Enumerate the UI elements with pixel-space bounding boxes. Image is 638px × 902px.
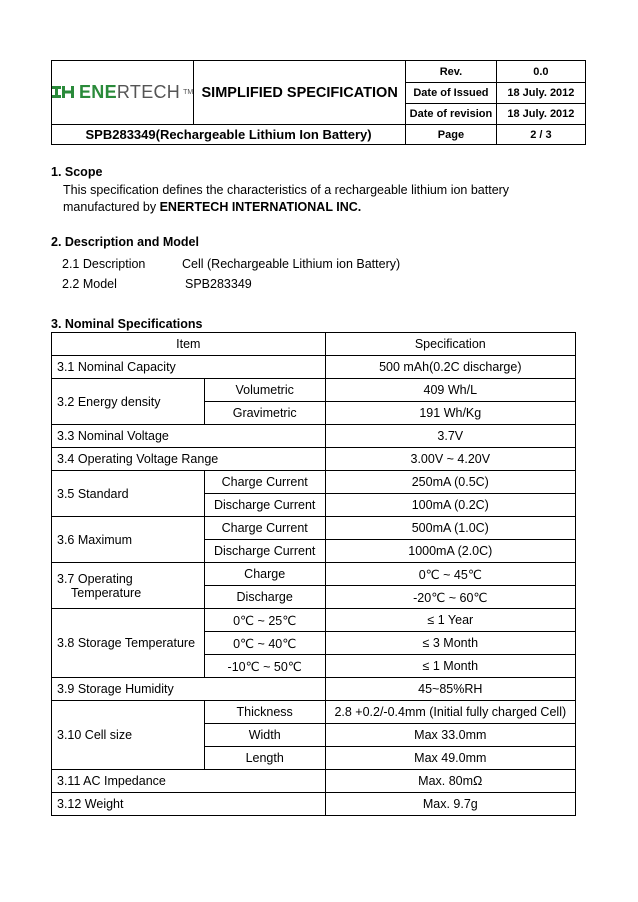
- table-row: [52, 609, 576, 632]
- nominal-spec-table: [51, 332, 576, 816]
- scope-heading: 1. Scope: [51, 165, 103, 179]
- page-number: 2 / 3: [496, 125, 585, 145]
- column-header-specification: Specification: [325, 333, 575, 356]
- spec-value: 500mA (1.0C): [325, 517, 575, 540]
- spec-value: Max 33.0mm: [325, 724, 575, 747]
- item-name: 3.3 Nominal Voltage: [52, 425, 326, 448]
- spec-value: 409 Wh/L: [325, 379, 575, 402]
- sub-item: Thickness: [204, 701, 325, 724]
- spec-value: ≤ 1 Month: [325, 655, 575, 678]
- sub-item: Gravimetric: [204, 402, 325, 425]
- spec-value: 1000mA (2.0C): [325, 540, 575, 563]
- document-title: SIMPLIFIED SPECIFICATION: [194, 61, 406, 125]
- sub-item: Length: [204, 747, 325, 770]
- spec-value: Max 49.0mm: [325, 747, 575, 770]
- revision-value: 18 July. 2012: [496, 104, 585, 125]
- item-name: 3.11 AC Impedance: [52, 770, 326, 793]
- enertech-logo-icon: [52, 84, 76, 100]
- item-name: 3.10 Cell size: [52, 701, 205, 770]
- rev-value: 0.0: [496, 61, 585, 83]
- sub-item: Discharge Current: [204, 494, 325, 517]
- table-row: [52, 379, 576, 402]
- table-row: [52, 517, 576, 540]
- scope-line-2: [63, 199, 509, 216]
- sub-item: Charge Current: [204, 471, 325, 494]
- column-header-item: Item: [52, 333, 326, 356]
- sub-item: Volumetric: [204, 379, 325, 402]
- item-name: 3.9 Storage Humidity: [52, 678, 326, 701]
- spec-value: 191 Wh/Kg: [325, 402, 575, 425]
- table-row: [52, 770, 576, 793]
- sub-item: Discharge: [204, 586, 325, 609]
- description-value: Cell (Rechargeable Lithium ion Battery): [182, 257, 401, 271]
- logo-wordmark: ENERTECH: [79, 81, 181, 102]
- spec-header: [51, 60, 586, 145]
- table-row: [52, 563, 576, 586]
- spec-value: 250mA (0.5C): [325, 471, 575, 494]
- issued-label: Date of Issued: [406, 83, 497, 104]
- logo-trademark: TM: [183, 88, 194, 96]
- product-name: SPB283349(Rechargeable Lithium Ion Battery): [52, 125, 406, 145]
- item-name-line-1: 3.7 Operating: [57, 571, 133, 586]
- enertech-logo: [52, 82, 193, 103]
- item-name: 3.5 Standard: [52, 471, 205, 517]
- spec-value: 3.7V: [325, 425, 575, 448]
- table-row: [52, 448, 576, 471]
- logo-cell: [52, 61, 194, 125]
- spec-value: Max. 9.7g: [325, 793, 575, 816]
- revision-label: Date of revision: [406, 104, 497, 125]
- item-name: 3.2 Energy density: [52, 379, 205, 425]
- page-label: Page: [406, 125, 497, 145]
- table-row: [52, 678, 576, 701]
- item-name: 3.12 Weight: [52, 793, 326, 816]
- spec-value: 500 mAh(0.2C discharge): [325, 356, 575, 379]
- model-label: 2.2 Model: [62, 277, 117, 291]
- sub-item: Charge: [204, 563, 325, 586]
- description-label: 2.1 Description: [62, 257, 146, 271]
- spec-value: 100mA (0.2C): [325, 494, 575, 517]
- sub-item: Charge Current: [204, 517, 325, 540]
- spec-value: 3.00V ~ 4.20V: [325, 448, 575, 471]
- item-name: 3.8 Storage Temperature: [52, 609, 205, 678]
- spec-value: ≤ 3 Month: [325, 632, 575, 655]
- sub-item: Width: [204, 724, 325, 747]
- spec-value: -20℃ ~ 60℃: [325, 586, 575, 609]
- sub-item: 0℃ ~ 40℃: [204, 632, 325, 655]
- scope-line-1: This specification defines the characteristics of a rechargeable lithium ion battery: [63, 183, 510, 197]
- issued-value: 18 July. 2012: [496, 83, 585, 104]
- item-name-line-2: Temperature: [71, 585, 142, 600]
- company-name: ENERTECH INTERNATIONAL INC.: [159, 200, 362, 214]
- table-row: [52, 701, 576, 724]
- table-header-row: [52, 333, 576, 356]
- item-name: 3.6 Maximum: [52, 517, 205, 563]
- rev-label: Rev.: [406, 61, 497, 83]
- sub-item: Discharge Current: [204, 540, 325, 563]
- description-heading: 2. Description and Model: [51, 235, 199, 249]
- table-row: [52, 471, 576, 494]
- spec-value: 45~85%RH: [325, 678, 575, 701]
- table-row: [52, 356, 576, 379]
- spec-value: 0℃ ~ 45℃: [325, 563, 575, 586]
- nominal-heading: 3. Nominal Specifications: [51, 317, 203, 331]
- item-name: 3.1 Nominal Capacity: [52, 356, 326, 379]
- spec-value: ≤ 1 Year: [325, 609, 575, 632]
- model-value: SPB283349: [185, 277, 252, 291]
- table-row: [52, 425, 576, 448]
- sub-item: 0℃ ~ 25℃: [204, 609, 325, 632]
- item-name: 3.4 Operating Voltage Range: [52, 448, 326, 471]
- table-row: [52, 793, 576, 816]
- spec-value: Max. 80mΩ: [325, 770, 575, 793]
- scope-line-2-prefix: manufactured by: [63, 200, 160, 214]
- spec-value: 2.8 +0.2/-0.4mm (Initial fully charged Cell): [325, 701, 575, 724]
- item-name: [52, 563, 205, 609]
- sub-item: -10℃ ~ 50℃: [204, 655, 325, 678]
- scope-text: [63, 182, 509, 216]
